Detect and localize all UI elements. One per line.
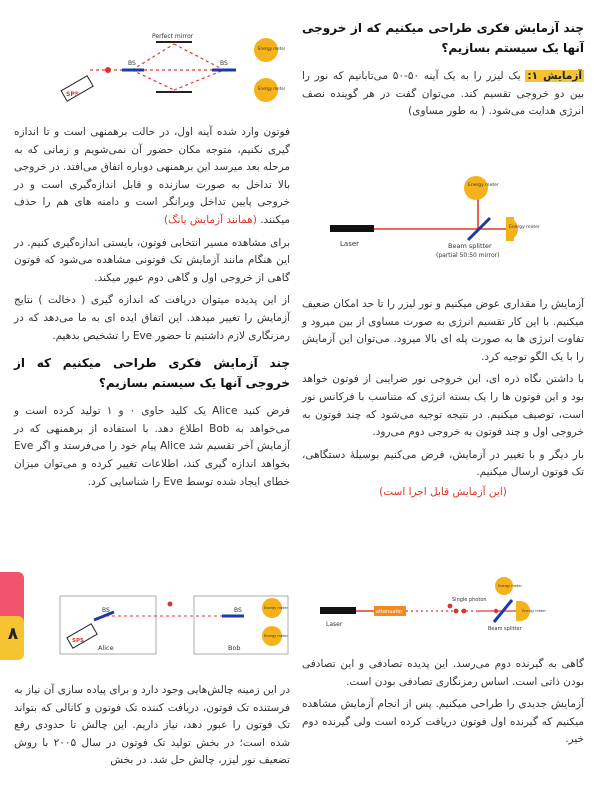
sps-label: SPS: [66, 91, 80, 98]
paragraph: گاهی به گیرنده دوم می‌رسد. این پدیده تصادفی و این تصادفی بودن ذاتی است. اساس رمزنگاری تصادفی بودن است.: [302, 658, 584, 688]
right-column: [302, 18, 584, 126]
splitter-label: Beam splitter: [448, 242, 492, 250]
header-strip: [300, 0, 594, 6]
paragraph: در این زمینه چالش‌هایی وجود دارد و برای پیاده سازی آن نیاز به فرستنده تک فوتون، دریافت کننده تک فوتون و کانالی که بتواند تک فوتون را عبور دهد، نیاز داریم. این چالش تا حدودی رفع شده است؛ در بخش تولید تک فوتون در سال ۲۰۰۵ با روش تضعیف نور لیزر، چالش حل شد. در بخش: [14, 684, 291, 767]
meter-top-label: Energy meter: [468, 183, 499, 188]
attenuator-label: attenuator: [376, 609, 403, 615]
bob-label: Bob: [228, 644, 241, 652]
bs-label: BS: [102, 607, 110, 614]
paragraph: فرض کنید Alice یک کلید حاوی ۰ و ۱ تولید کرده است و می‌خواهد به Bob اطلاع دهد. با استفاده از برهمنهی که در آزمایش آخر تقسیم شد Alice پیام خود را می‌فرستد و اگر Eve بخواهد اندازه گیری کند، اطلاعات تغییر کرده و می‌توان میزان خطای ایجاد شده توسط Eve را شناسایی کرد.: [14, 405, 290, 488]
meter-top-label: Energy meter: [498, 584, 522, 588]
bs-label: BS: [220, 60, 228, 67]
experiment-1-text: یک لیزر را به یک آینه ۵۰-۵۰ می‌تابانیم که نور را بین دو خروجی تقسیم کند. می‌توان گفت در هر گوینده نصف انرژی هدایت می‌شود. ( به طور مساوی): [302, 70, 584, 118]
bs-label: BS: [128, 60, 136, 67]
single-photon-figure: [316, 576, 580, 634]
page-number: ۸: [7, 624, 19, 644]
meter-label: Energy meter: [258, 86, 286, 91]
alice-label: Alice: [98, 644, 114, 652]
splitter-label: Beam splitter: [488, 626, 522, 632]
left-column-2: [14, 682, 290, 775]
paragraph: برای مشاهده مسیر انتخابی فوتون، بایستی اندازه‌گیری کنیم. در این هنگام مانند آزمایش تک فوتونی مشاهده می‌شود که فوتون گاهی از خروجی اول و گاهی دوم عبور میکند.: [14, 236, 290, 284]
laser-label: Laser: [326, 621, 343, 628]
paragraph: بار دیگر و با تغییر در آزمایش، فرض می‌کنیم بوسیلهٔ دستگاهی، تک فوتون ارسال میکنیم.: [302, 448, 584, 479]
young-note: (همانند آزمایش یانگ): [164, 213, 261, 226]
paragraph: آزمایش جدیدی را طراحی میکنیم. پس از انجام آزمایش مشاهده میکنیم که گیرنده اول فوتون دریافت کرده است ولی گیرنده دوم خیر.: [302, 698, 584, 746]
alice-bob-figure: [58, 592, 290, 658]
perfect-mirror-label: Perfect mirror: [152, 33, 194, 40]
meter-label: Energy meter: [264, 634, 288, 638]
paragraph-text: فوتون وارد شده آینه اول، در حالت برهمنهی است و تا اندازه گیری نکنیم، متوجه مکان حضور آن نمی‌شویم و زمانی که به مرحله بعد میرسد این برهمنهی دوباره اتفاق می‌افتد. در خروجی بالا تداخل به صورت سازنده و قابل اندازه‌گیری است و در خروجی پایین تداخل ویرانگر است و دامنه های هم را حذف میکنند.: [14, 126, 290, 226]
meter-label: Energy meter: [258, 46, 286, 51]
section-heading: چند آزمایش فکری طراحی میکنیم که از خروجی آنها یک سیستم بسازیم؟: [14, 356, 290, 391]
meter-right-label: Energy meter: [509, 225, 540, 230]
meter-label: Energy meter: [264, 606, 288, 610]
meter-right-label: Energy meter: [522, 609, 546, 613]
paragraph: با داشتن نگاه ذره ای، این خروجی نور ضرایبی از فوتون خواهد بود و این فوتون ها را یک بسته انرژی که متناسب با فرکانس نور است، توصیف میکنیم. در نتیجه توجیه می‌شود که چند فوتون به خروجی اول و چند فوتون به خروجی دوم می‌رود.: [302, 373, 584, 439]
laser-label: Laser: [340, 240, 360, 248]
paragraph: [14, 124, 290, 230]
paragraph: از این پدیده میتوان دریافت که اندازه گیری ( دخالت ) نتایج آزمایش را تغییر میدهد. این اتفاق ایده ای به ما می‌دهد که در رمزنگاری لازم داشتیم تا حضور Eve را تشخیص بدهیم.: [14, 294, 290, 342]
sps-label: SPS: [72, 638, 84, 644]
experiment-1-paragraph: [302, 68, 584, 121]
right-column-2: [302, 296, 584, 502]
beam-splitter-figure: [318, 168, 580, 268]
splitter-sublabel: (partial 50:50 mirror): [436, 252, 500, 259]
paragraph: آزمایش را مقداری عوض میکنیم و نور لیزر را تا حد امکان ضعیف میکنیم. با این کار تقسیم انرژی به صورت مساوی از بین میرود و تفاوت انرژی ها به صورت پله ای بالا میرود. می‌توان این آزمایش را با یک الگو توجیه کرد.: [302, 298, 584, 363]
note-feasible: (این آزمایش قابل اجرا است): [379, 485, 507, 498]
right-column-3: [302, 656, 584, 754]
left-column: [14, 124, 290, 496]
section-heading: چند آزمایش فکری طراحی میکنیم که از خروجی آنها یک سیستم بسازیم؟: [302, 21, 584, 55]
experiment-1-label: آزمایش ۱:: [527, 70, 582, 82]
bs-label: BS: [234, 607, 242, 614]
single-photon-label: Single photon: [452, 597, 487, 603]
mach-zehnder-figure: [52, 28, 288, 114]
